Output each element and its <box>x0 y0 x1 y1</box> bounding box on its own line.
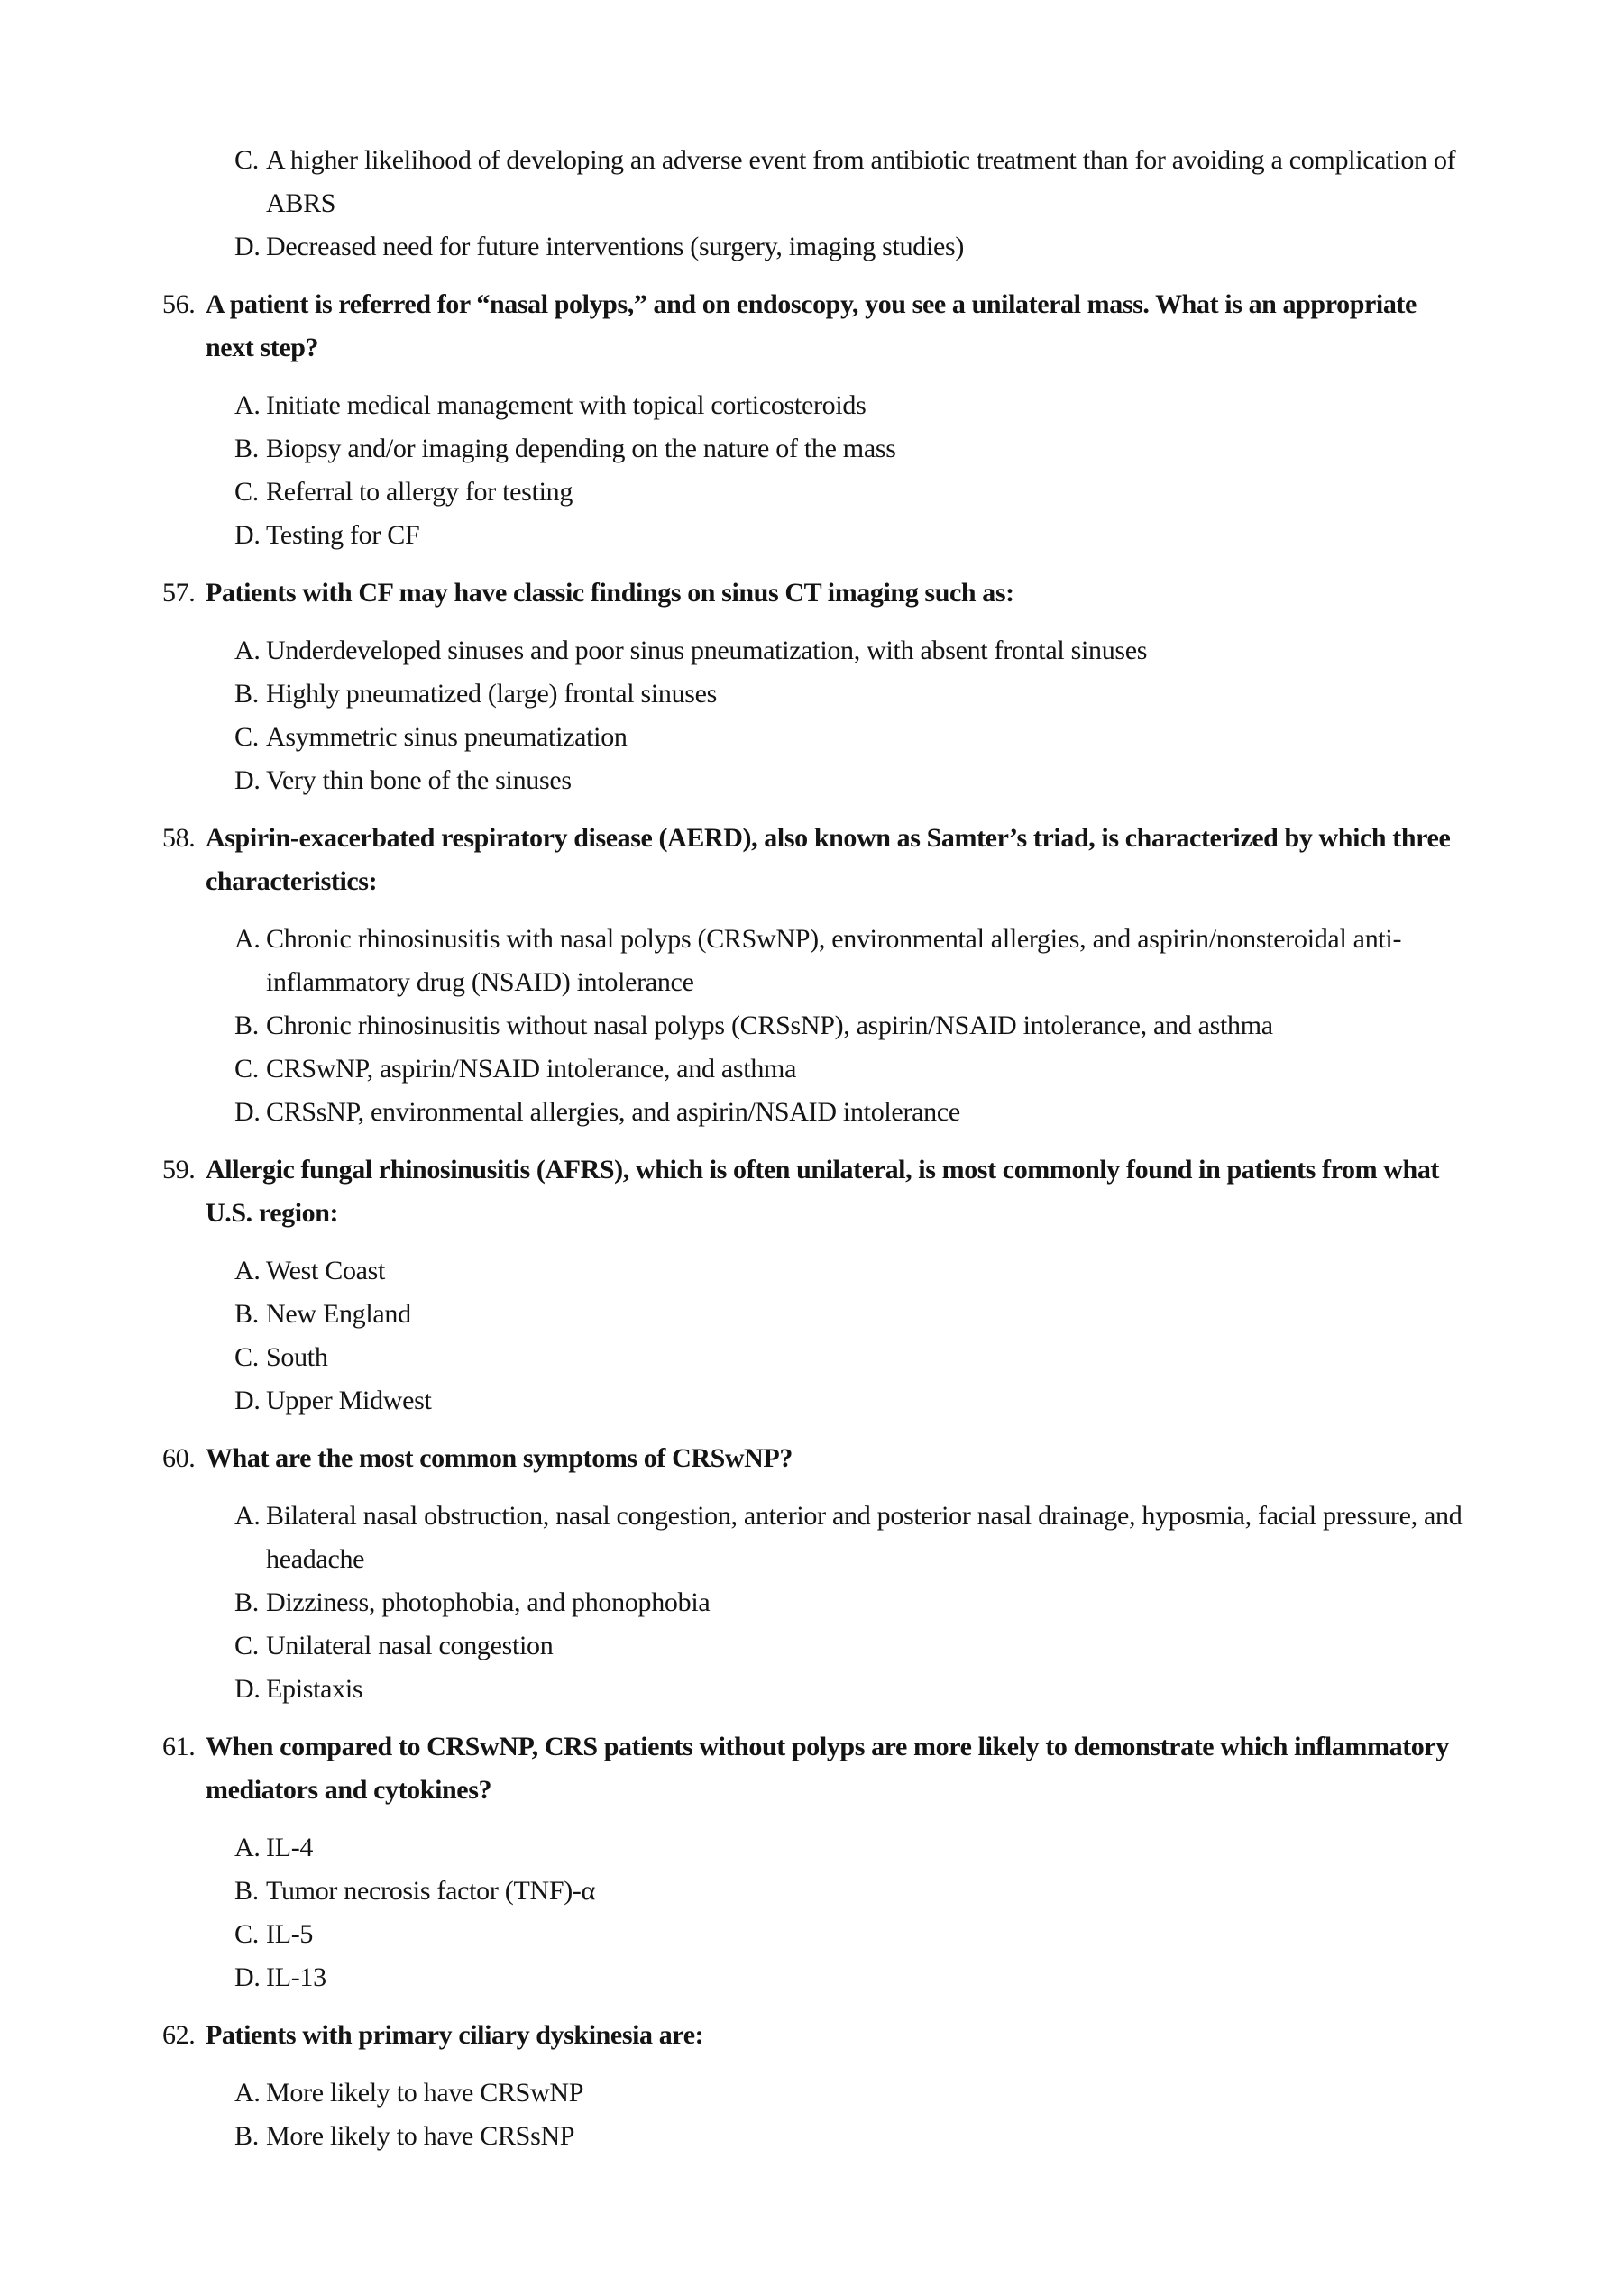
question-heading <box>0 283 1623 370</box>
option-letter: B. <box>234 1876 259 1906</box>
option-item <box>0 759 1623 802</box>
option-item <box>0 918 1623 1004</box>
option-letter: D. <box>234 1097 261 1127</box>
option-letter: B. <box>234 1587 259 1617</box>
option-item <box>0 514 1623 557</box>
option-letter: A. <box>234 924 261 954</box>
option-text: Underdeveloped sinuses and poor sinus pneumatization, with absent frontal sinuses <box>266 636 1148 665</box>
option-text: Very thin bone of the sinuses <box>266 765 572 795</box>
option-letter: D. <box>234 1962 261 1992</box>
option-text: Referral to allergy for testing <box>266 477 573 507</box>
option-letter: A. <box>234 636 261 665</box>
question-number: 60. <box>162 1443 196 1473</box>
option-letter: C. <box>234 1631 259 1660</box>
option-letter: B. <box>234 679 259 709</box>
answer-options <box>0 1249 1623 1422</box>
option-item <box>0 1913 1623 1956</box>
option-text: IL-5 <box>266 1919 314 1949</box>
option-letter: D. <box>234 765 261 795</box>
option-letter: A. <box>234 1501 261 1531</box>
option-item <box>0 1668 1623 1711</box>
option-item <box>0 1091 1623 1134</box>
option-letter: C. <box>234 145 259 175</box>
question-heading <box>0 2014 1623 2057</box>
option-item <box>0 629 1623 672</box>
option-text: Asymmetric sinus pneumatization <box>266 722 628 752</box>
option-text: Dizziness, photophobia, and phonophobia <box>266 1587 711 1617</box>
option-letter: B. <box>234 2121 259 2151</box>
answer-options <box>0 1495 1623 1711</box>
question-59 <box>0 1148 1623 1422</box>
answer-options <box>0 629 1623 802</box>
option-letter: A. <box>234 390 261 420</box>
option-item <box>0 471 1623 514</box>
question-number: 61. <box>162 1732 196 1761</box>
question-heading <box>0 1148 1623 1235</box>
option-item <box>0 716 1623 759</box>
question-text: What are the most common symptoms of CRSwNP? <box>206 1443 793 1473</box>
option-text: IL-13 <box>266 1962 326 1992</box>
answer-options <box>0 2072 1623 2158</box>
option-text: CRSwNP, aspirin/NSAID intolerance, and asthma <box>266 1054 797 1084</box>
question-heading <box>0 572 1623 615</box>
option-item <box>0 2072 1623 2115</box>
option-item <box>0 1004 1623 1047</box>
option-item <box>0 1379 1623 1422</box>
option-item <box>0 1624 1623 1668</box>
option-text: Highly pneumatized (large) frontal sinuses <box>266 679 718 709</box>
question-number: 57. <box>162 578 196 608</box>
option-text: South <box>266 1342 328 1372</box>
option-item <box>0 427 1623 471</box>
question-number: 56. <box>162 289 196 319</box>
option-text: Chronic rhinosinusitis with nasal polyps (CRSwNP), environmental allergies, and aspirin/nonsteroidal anti-inflammatory drug (NSAID) intolerance <box>266 924 1402 997</box>
option-text: Initiate medical management with topical corticosteroids <box>266 390 867 420</box>
option-item <box>0 225 1623 269</box>
question-text: Allergic fungal rhinosinusitis (AFRS), which is often unilateral, is most commonly found in patients from what U.S. region: <box>206 1155 1440 1228</box>
option-text: IL-4 <box>266 1833 314 1862</box>
question-text: A patient is referred for “nasal polyps,” and on endoscopy, you see a unilateral mass. What is an appropriate next step? <box>206 289 1417 362</box>
option-item <box>0 1956 1623 1999</box>
option-letter: B. <box>234 1299 259 1329</box>
question-62 <box>0 2014 1623 2158</box>
option-text: West Coast <box>266 1256 386 1285</box>
option-text: More likely to have CRSsNP <box>266 2121 575 2151</box>
option-item <box>0 1495 1623 1581</box>
option-item <box>0 1826 1623 1870</box>
question-text: When compared to CRSwNP, CRS patients without polyps are more likely to demonstrate which inflammatory mediators and cytokines? <box>206 1732 1449 1805</box>
option-item <box>0 1047 1623 1091</box>
option-item <box>0 384 1623 427</box>
option-letter: D. <box>234 520 261 550</box>
option-letter: B. <box>234 434 259 463</box>
option-text: Upper Midwest <box>266 1386 432 1415</box>
option-item <box>0 1336 1623 1379</box>
option-letter: B. <box>234 1011 259 1040</box>
option-letter: A. <box>234 1256 261 1285</box>
option-letter: A. <box>234 1833 261 1862</box>
option-letter: C. <box>234 1342 259 1372</box>
question-text: Aspirin-exacerbated respiratory disease (AERD), also known as Samter’s triad, is characterized by which three characteristics: <box>206 823 1451 896</box>
option-letter: C. <box>234 477 259 507</box>
option-text: Unilateral nasal congestion <box>266 1631 554 1660</box>
option-item <box>0 1293 1623 1336</box>
option-text: CRSsNP, environmental allergies, and aspirin/NSAID intolerance <box>266 1097 960 1127</box>
option-letter: C. <box>234 1054 259 1084</box>
question-heading <box>0 817 1623 903</box>
option-text: More likely to have CRSwNP <box>266 2078 584 2108</box>
option-text: Testing for CF <box>266 520 420 550</box>
option-item <box>0 139 1623 225</box>
question-number: 58. <box>162 823 196 853</box>
question-heading <box>0 1725 1623 1812</box>
question-text: Patients with CF may have classic findings on sinus CT imaging such as: <box>206 578 1014 608</box>
answer-options <box>0 384 1623 557</box>
option-text: Bilateral nasal obstruction, nasal congestion, anterior and posterior nasal drainage, hyposmia, facial pressure, and headache <box>266 1501 1463 1574</box>
page-content <box>0 139 1623 2173</box>
option-letter: A. <box>234 2078 261 2108</box>
option-text: Epistaxis <box>266 1674 363 1704</box>
option-text: Tumor necrosis factor (TNF)-α <box>266 1876 596 1906</box>
option-text: Biopsy and/or imaging depending on the nature of the mass <box>266 434 896 463</box>
option-item <box>0 1870 1623 1913</box>
option-text: Chronic rhinosinusitis without nasal polyps (CRSsNP), aspirin/NSAID intolerance, and asthma <box>266 1011 1273 1040</box>
question-heading <box>0 1437 1623 1480</box>
option-item <box>0 2115 1623 2158</box>
question-number: 62. <box>162 2020 196 2050</box>
option-letter: D. <box>234 1386 261 1415</box>
answer-options <box>0 918 1623 1134</box>
question-number: 59. <box>162 1155 196 1185</box>
option-letter: C. <box>234 722 259 752</box>
question-text: Patients with primary ciliary dyskinesia are: <box>206 2020 704 2050</box>
question-61 <box>0 1725 1623 1999</box>
question-58 <box>0 817 1623 1134</box>
answer-options <box>0 1826 1623 1999</box>
question-56 <box>0 283 1623 557</box>
option-item <box>0 672 1623 716</box>
question-57 <box>0 572 1623 802</box>
option-letter: D. <box>234 1674 261 1704</box>
question-60 <box>0 1437 1623 1711</box>
option-text: A higher likelihood of developing an adverse event from antibiotic treatment than for avoiding a complication of ABRS <box>266 145 1456 218</box>
option-letter: C. <box>234 1919 259 1949</box>
option-item <box>0 1581 1623 1624</box>
option-text: New England <box>266 1299 411 1329</box>
continued-options <box>0 139 1623 269</box>
option-letter: D. <box>234 232 261 261</box>
option-item <box>0 1249 1623 1293</box>
option-text: Decreased need for future interventions (surgery, imaging studies) <box>266 232 965 261</box>
